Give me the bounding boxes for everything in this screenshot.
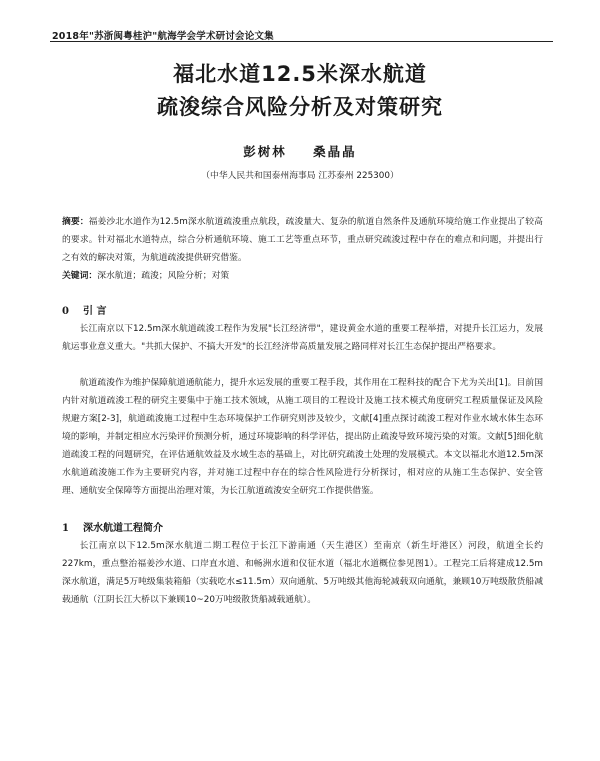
- authors: [0, 142, 600, 160]
- author-name: 桑晶晶: [313, 144, 357, 159]
- author-name: 彭树林: [243, 144, 287, 159]
- paper-title-line-1: 福北水道12.5米深水航道: [173, 62, 427, 86]
- section-number: 0: [62, 306, 69, 317]
- keywords-text: 深水航道；疏浚；风险分析；对策: [97, 271, 230, 281]
- abstract-label: 摘要：: [62, 217, 89, 227]
- paper-title-line-2: 疏浚综合风险分析及对策研究: [157, 95, 443, 119]
- section-number: 1: [62, 523, 69, 534]
- keywords: [62, 267, 543, 285]
- section-title: 引 言: [82, 306, 107, 317]
- affiliation: （中华人民共和国泰州海事局 江苏泰州 225300）: [201, 171, 399, 181]
- keywords-label: 关键词：: [62, 271, 98, 281]
- section-heading-introduction: [62, 302, 106, 317]
- header-rule: [50, 41, 553, 42]
- abstract: [62, 213, 543, 267]
- body-paragraph: 航道疏浚作为维护保障航道通航能力，提升水运发展的重要工程手段，其作用在工程科技的配合下尤为关出[1]。目前国内针对航道疏浚工程的研究主要集中于施工技术领域，从施工项目的工程设计及施工技术模式角度研究工程质量保证及风险规避方案[2-3]，航道疏浚施工过程中生态环境保护工作研究则涉及较少，文献[4]重点探讨疏浚工程对作业水域水体生态环境的影响，并制定相应水污染评价预测分析，通过环境影响的科学评估，提出防止疏浚导致环境污染的对策。文献[5]细化航道疏浚工程的问题研究，在评估通航效益及水域生态的基础上，对比研究疏浚土处理的发展模式。本文以福北水道12.5m深水航道疏浚施工作为主要研究内容，并对施工过程中存在的综合性风险进行分析探讨，相对应的从施工生态保护、安全管理、通航安全保障等方面提出治理对策，为长江航道疏浚安全研究工作提供借鉴。: [62, 378, 543, 496]
- section-title: 深水航道工程简介: [82, 523, 163, 534]
- running-header: 2018年"苏浙闽粤桂沪"航海学会学术研讨会论文集: [52, 31, 274, 42]
- body-paragraph: 长江南京以下12.5m深水航道二期工程位于长江下游南通（天生港区）至南京（新生圩港区）河段，航道全长约227km，重点整治福姜沙水道、口岸直水道、和畅洲水道和仪征水道（福北水道概位参见图1）。工程完工后将建成12.5m深水航道，满足5万吨级集装箱船（实载吃水≤11.5m）双向通航、5万吨级其他海轮减载双向通航，兼顾10万吨级散货船减载通航（江阴长江大桥以下兼顾10~20万吨级散货船减载通航）。: [62, 541, 543, 605]
- abstract-text: 福姜沙北水道作为12.5m深水航道疏浚重点航段，疏浚量大、复杂的航道自然条件及通航环境给施工作业提出了较高的要求。针对福北水道特点，综合分析通航环境、施工工艺等重点环节，重点研究疏浚过程中存在的难点和问题，并提出行之有效的解决对策，为航道疏浚提供研究借鉴。: [62, 217, 543, 263]
- body-paragraph: 长江南京以下12.5m深水航道疏浚工程作为发展"长江经济带"，建设黄金水道的重要工程举措，对提升长江运力，发展航运事业意义重大。"共抓大保护、不搞大开发"的长江经济带高质量发展之路同样对长江生态保护提出严格要求。: [62, 324, 543, 352]
- section-heading-project-overview: [62, 519, 163, 534]
